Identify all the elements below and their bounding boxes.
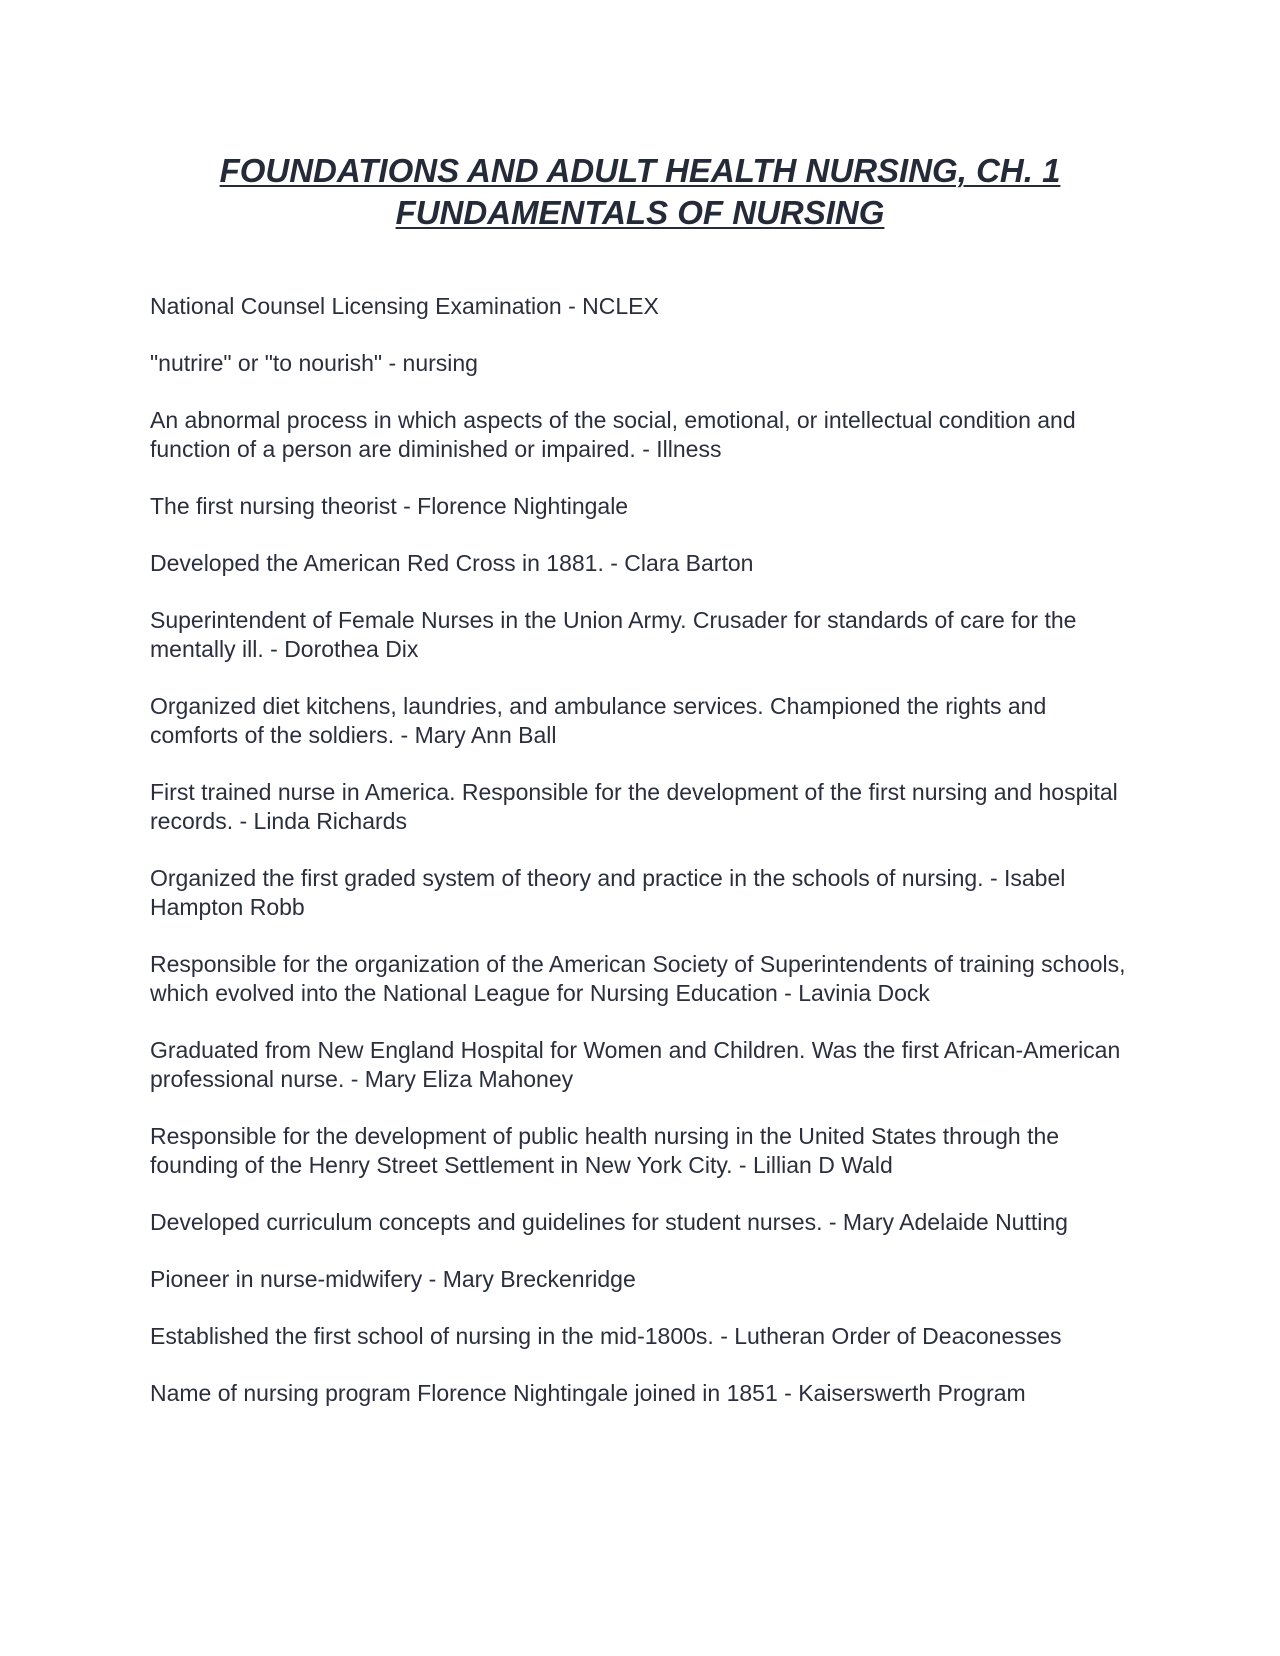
flashcard-entry: Pioneer in nurse-midwifery - Mary Breckenridge [150,1266,636,1292]
flashcard-entry: Responsible for the development of public health nursing in the United States through the founding of the Henry Street Settlement in New York City. - Lillian D Wald [150,1123,1060,1178]
flashcard-entry: The first nursing theorist - Florence Nightingale [150,493,629,519]
flashcard-entry: Established the first school of nursing in the mid-1800s. - Lutheran Order of Deaconesses [150,1323,1062,1349]
flashcard-entry: First trained nurse in America. Responsible for the development of the first nursing and hospital records. - Linda Richards [150,779,1118,834]
flashcard-entry: Organized diet kitchens, laundries, and ambulance services. Championed the rights and comforts of the soldiers. - Mary Ann Ball [150,693,1047,748]
flashcard-list [150,292,1140,1436]
flashcard-entry: National Counsel Licensing Examination - NCLEX [150,293,659,319]
flashcard-entry: Developed the American Red Cross in 1881. - Clara Barton [150,550,754,576]
flashcard-entry: Responsible for the organization of the American Society of Superintendents of training schools, which evolved into the National League for Nursing Education - Lavinia Dock [150,951,1126,1006]
flashcard-entry: Graduated from New England Hospital for Women and Children. Was the first African-American professional nurse. - Mary Eliza Mahoney [150,1037,1121,1092]
flashcard-entry: Superintendent of Female Nurses in the Union Army. Crusader for standards of care for the mentally ill. - Dorothea Dix [150,607,1077,662]
flashcard-entry: Developed curriculum concepts and guidelines for student nurses. - Mary Adelaide Nutting [150,1209,1068,1235]
title-line-1: FOUNDATIONS AND ADULT HEALTH NURSING, CH. 1 [219,152,1061,189]
flashcard-entry: An abnormal process in which aspects of the social, emotional, or intellectual condition and function of a person are diminished or impaired. - Illness [150,407,1076,462]
flashcard-entry: "nutrire" or "to nourish" - nursing [150,350,478,376]
flashcard-entry: Organized the first graded system of theory and practice in the schools of nursing. - Isabel Hampton Robb [150,865,1066,920]
title-line-2: FUNDAMENTALS OF NURSING [395,194,885,231]
flashcard-entry: Name of nursing program Florence Nightingale joined in 1851 - Kaiserswerth Program [150,1380,1026,1406]
page-title [120,150,1160,234]
